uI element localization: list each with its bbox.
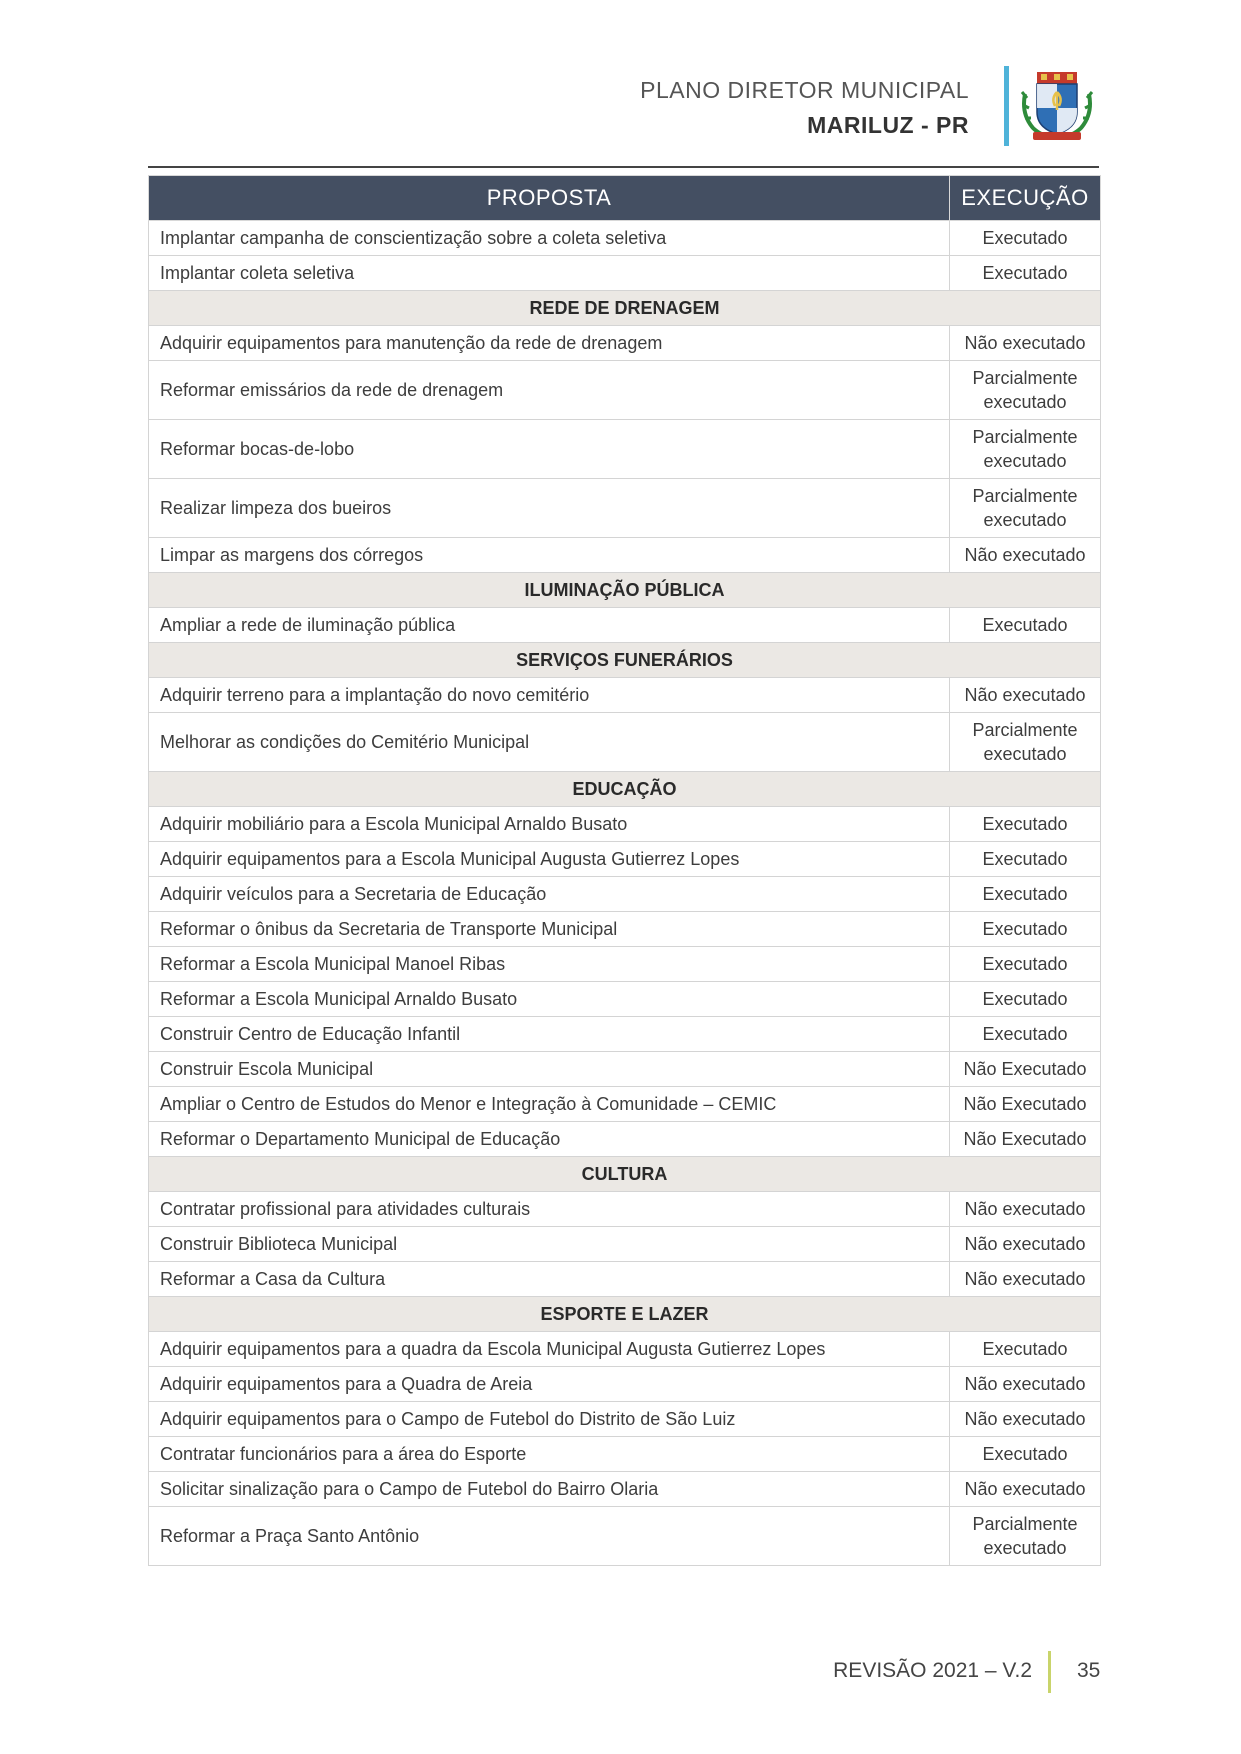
table-row — [149, 1367, 1101, 1402]
proposal-cell: Reformar o ônibus da Secretaria de Transporte Municipal — [149, 912, 950, 947]
revision-label: REVISÃO 2021 – V.2 — [833, 1659, 1032, 1682]
table-row — [149, 807, 1101, 842]
footer-divider — [1048, 1651, 1051, 1693]
proposal-cell: Contratar profissional para atividades culturais — [149, 1192, 950, 1227]
proposal-cell: Adquirir terreno para a implantação do novo cemitério — [149, 678, 950, 713]
proposal-cell: Adquirir equipamentos para a Escola Municipal Augusta Gutierrez Lopes — [149, 842, 950, 877]
proposal-cell: Contratar funcionários para a área do Esporte — [149, 1437, 950, 1472]
proposal-cell: Adquirir veículos para a Secretaria de Educação — [149, 877, 950, 912]
proposal-cell: Adquirir equipamentos para a quadra da Escola Municipal Augusta Gutierrez Lopes — [149, 1332, 950, 1367]
proposal-cell: Implantar coleta seletiva — [149, 256, 950, 291]
execution-status-cell: Não executado — [950, 1227, 1101, 1262]
section-row — [149, 772, 1101, 807]
document-title: PLANO DIRETOR MUNICIPAL — [640, 77, 969, 103]
proposal-cell: Ampliar a rede de iluminação pública — [149, 608, 950, 643]
table-row — [149, 420, 1101, 479]
table-row — [149, 947, 1101, 982]
proposal-cell: Ampliar o Centro de Estudos do Menor e Integração à Comunidade – CEMIC — [149, 1087, 950, 1122]
proposal-cell: Construir Centro de Educação Infantil — [149, 1017, 950, 1052]
table-row — [149, 842, 1101, 877]
execution-status-cell: Não executado — [950, 1472, 1101, 1507]
execution-status-cell: Executado — [950, 221, 1101, 256]
execution-status-text: Parcialmente executado — [972, 1514, 1078, 1558]
section-row — [149, 573, 1101, 608]
execution-status-cell: Executado — [950, 912, 1101, 947]
execution-status-cell: Executado — [950, 947, 1101, 982]
table-row — [149, 982, 1101, 1017]
proposals-table — [148, 175, 1101, 1566]
column-header-proposta: PROPOSTA — [149, 176, 950, 221]
page-number: 35 — [1077, 1659, 1101, 1682]
execution-status-cell: Executado — [950, 608, 1101, 643]
section-row — [149, 643, 1101, 678]
table-row — [149, 1472, 1101, 1507]
execution-status-cell: Não Executado — [950, 1052, 1101, 1087]
table-row — [149, 678, 1101, 713]
section-title: ESPORTE E LAZER — [149, 1297, 1101, 1332]
proposal-cell: Solicitar sinalização para o Campo de Futebol do Bairro Olaria — [149, 1472, 950, 1507]
proposal-cell: Reformar o Departamento Municipal de Educação — [149, 1122, 950, 1157]
execution-status-cell: Executado — [950, 807, 1101, 842]
execution-status-cell: Não executado — [950, 1367, 1101, 1402]
municipality-name: MARILUZ - PR — [807, 112, 969, 138]
proposal-cell: Reformar a Casa da Cultura — [149, 1262, 950, 1297]
section-title: CULTURA — [149, 1157, 1101, 1192]
table-header-row — [149, 176, 1101, 221]
header-divider — [1004, 66, 1009, 146]
table-row — [149, 1227, 1101, 1262]
proposal-cell: Adquirir equipamentos para manutenção da rede de drenagem — [149, 326, 950, 361]
proposal-cell: Construir Biblioteca Municipal — [149, 1227, 950, 1262]
section-title: ILUMINAÇÃO PÚBLICA — [149, 573, 1101, 608]
table-row — [149, 361, 1101, 420]
execution-status-text: Parcialmente executado — [972, 720, 1078, 764]
execution-status-cell — [950, 713, 1101, 772]
proposal-cell: Reformar emissários da rede de drenagem — [149, 361, 950, 420]
section-row — [149, 1157, 1101, 1192]
proposal-cell: Reformar a Escola Municipal Manoel Ribas — [149, 947, 950, 982]
execution-status-cell: Não executado — [950, 678, 1101, 713]
table-row — [149, 538, 1101, 573]
proposal-cell: Implantar campanha de conscientização sobre a coleta seletiva — [149, 221, 950, 256]
header-rule — [148, 166, 1099, 168]
proposal-cell: Adquirir equipamentos para o Campo de Futebol do Distrito de São Luiz — [149, 1402, 950, 1437]
section-row — [149, 291, 1101, 326]
proposal-cell: Adquirir equipamentos para a Quadra de Areia — [149, 1367, 950, 1402]
section-title: SERVIÇOS FUNERÁRIOS — [149, 643, 1101, 678]
proposal-cell: Adquirir mobiliário para a Escola Municipal Arnaldo Busato — [149, 807, 950, 842]
execution-status-cell: Não executado — [950, 326, 1101, 361]
section-title: EDUCAÇÃO — [149, 772, 1101, 807]
execution-status-cell: Não executado — [950, 1402, 1101, 1437]
execution-status-cell — [950, 420, 1101, 479]
table-row — [149, 608, 1101, 643]
table-row — [149, 912, 1101, 947]
execution-status-cell: Não executado — [950, 538, 1101, 573]
execution-status-cell: Não Executado — [950, 1087, 1101, 1122]
page-header — [0, 0, 1241, 170]
table-row — [149, 1262, 1101, 1297]
table-row — [149, 1052, 1101, 1087]
proposal-cell: Reformar a Praça Santo Antônio — [149, 1507, 950, 1566]
table-row — [149, 877, 1101, 912]
execution-status-cell: Executado — [950, 1332, 1101, 1367]
execution-status-cell: Executado — [950, 1437, 1101, 1472]
execution-status-cell: Executado — [950, 982, 1101, 1017]
table-row — [149, 713, 1101, 772]
table-row — [149, 1507, 1101, 1566]
proposal-cell: Construir Escola Municipal — [149, 1052, 950, 1087]
table-row — [149, 1332, 1101, 1367]
table-row — [149, 1437, 1101, 1472]
section-row — [149, 1297, 1101, 1332]
execution-status-text: Parcialmente executado — [972, 368, 1078, 412]
proposal-cell: Limpar as margens dos córregos — [149, 538, 950, 573]
proposal-cell: Melhorar as condições do Cemitério Municipal — [149, 713, 950, 772]
table-body — [149, 221, 1101, 1566]
execution-status-cell: Executado — [950, 256, 1101, 291]
table-row — [149, 1122, 1101, 1157]
proposal-cell: Reformar bocas-de-lobo — [149, 420, 950, 479]
proposal-cell: Realizar limpeza dos bueiros — [149, 479, 950, 538]
execution-status-text: Parcialmente executado — [972, 486, 1078, 530]
municipal-crest-icon — [1019, 70, 1095, 142]
table-row — [149, 1402, 1101, 1437]
table-row — [149, 326, 1101, 361]
table-row — [149, 1017, 1101, 1052]
table-row — [149, 1192, 1101, 1227]
execution-status-cell — [950, 479, 1101, 538]
table-row — [149, 256, 1101, 291]
table-row — [149, 1087, 1101, 1122]
execution-status-cell: Executado — [950, 877, 1101, 912]
execution-status-cell: Não executado — [950, 1262, 1101, 1297]
proposal-cell: Reformar a Escola Municipal Arnaldo Busato — [149, 982, 950, 1017]
execution-status-cell: Executado — [950, 842, 1101, 877]
table-row — [149, 479, 1101, 538]
execution-status-text: Parcialmente executado — [972, 427, 1078, 471]
execution-status-cell: Executado — [950, 1017, 1101, 1052]
section-title: REDE DE DRENAGEM — [149, 291, 1101, 326]
execution-status-cell — [950, 361, 1101, 420]
column-header-execucao: EXECUÇÃO — [950, 176, 1101, 221]
execution-status-cell — [950, 1507, 1101, 1566]
table-row — [149, 221, 1101, 256]
execution-status-cell: Não executado — [950, 1192, 1101, 1227]
execution-status-cell: Não Executado — [950, 1122, 1101, 1157]
